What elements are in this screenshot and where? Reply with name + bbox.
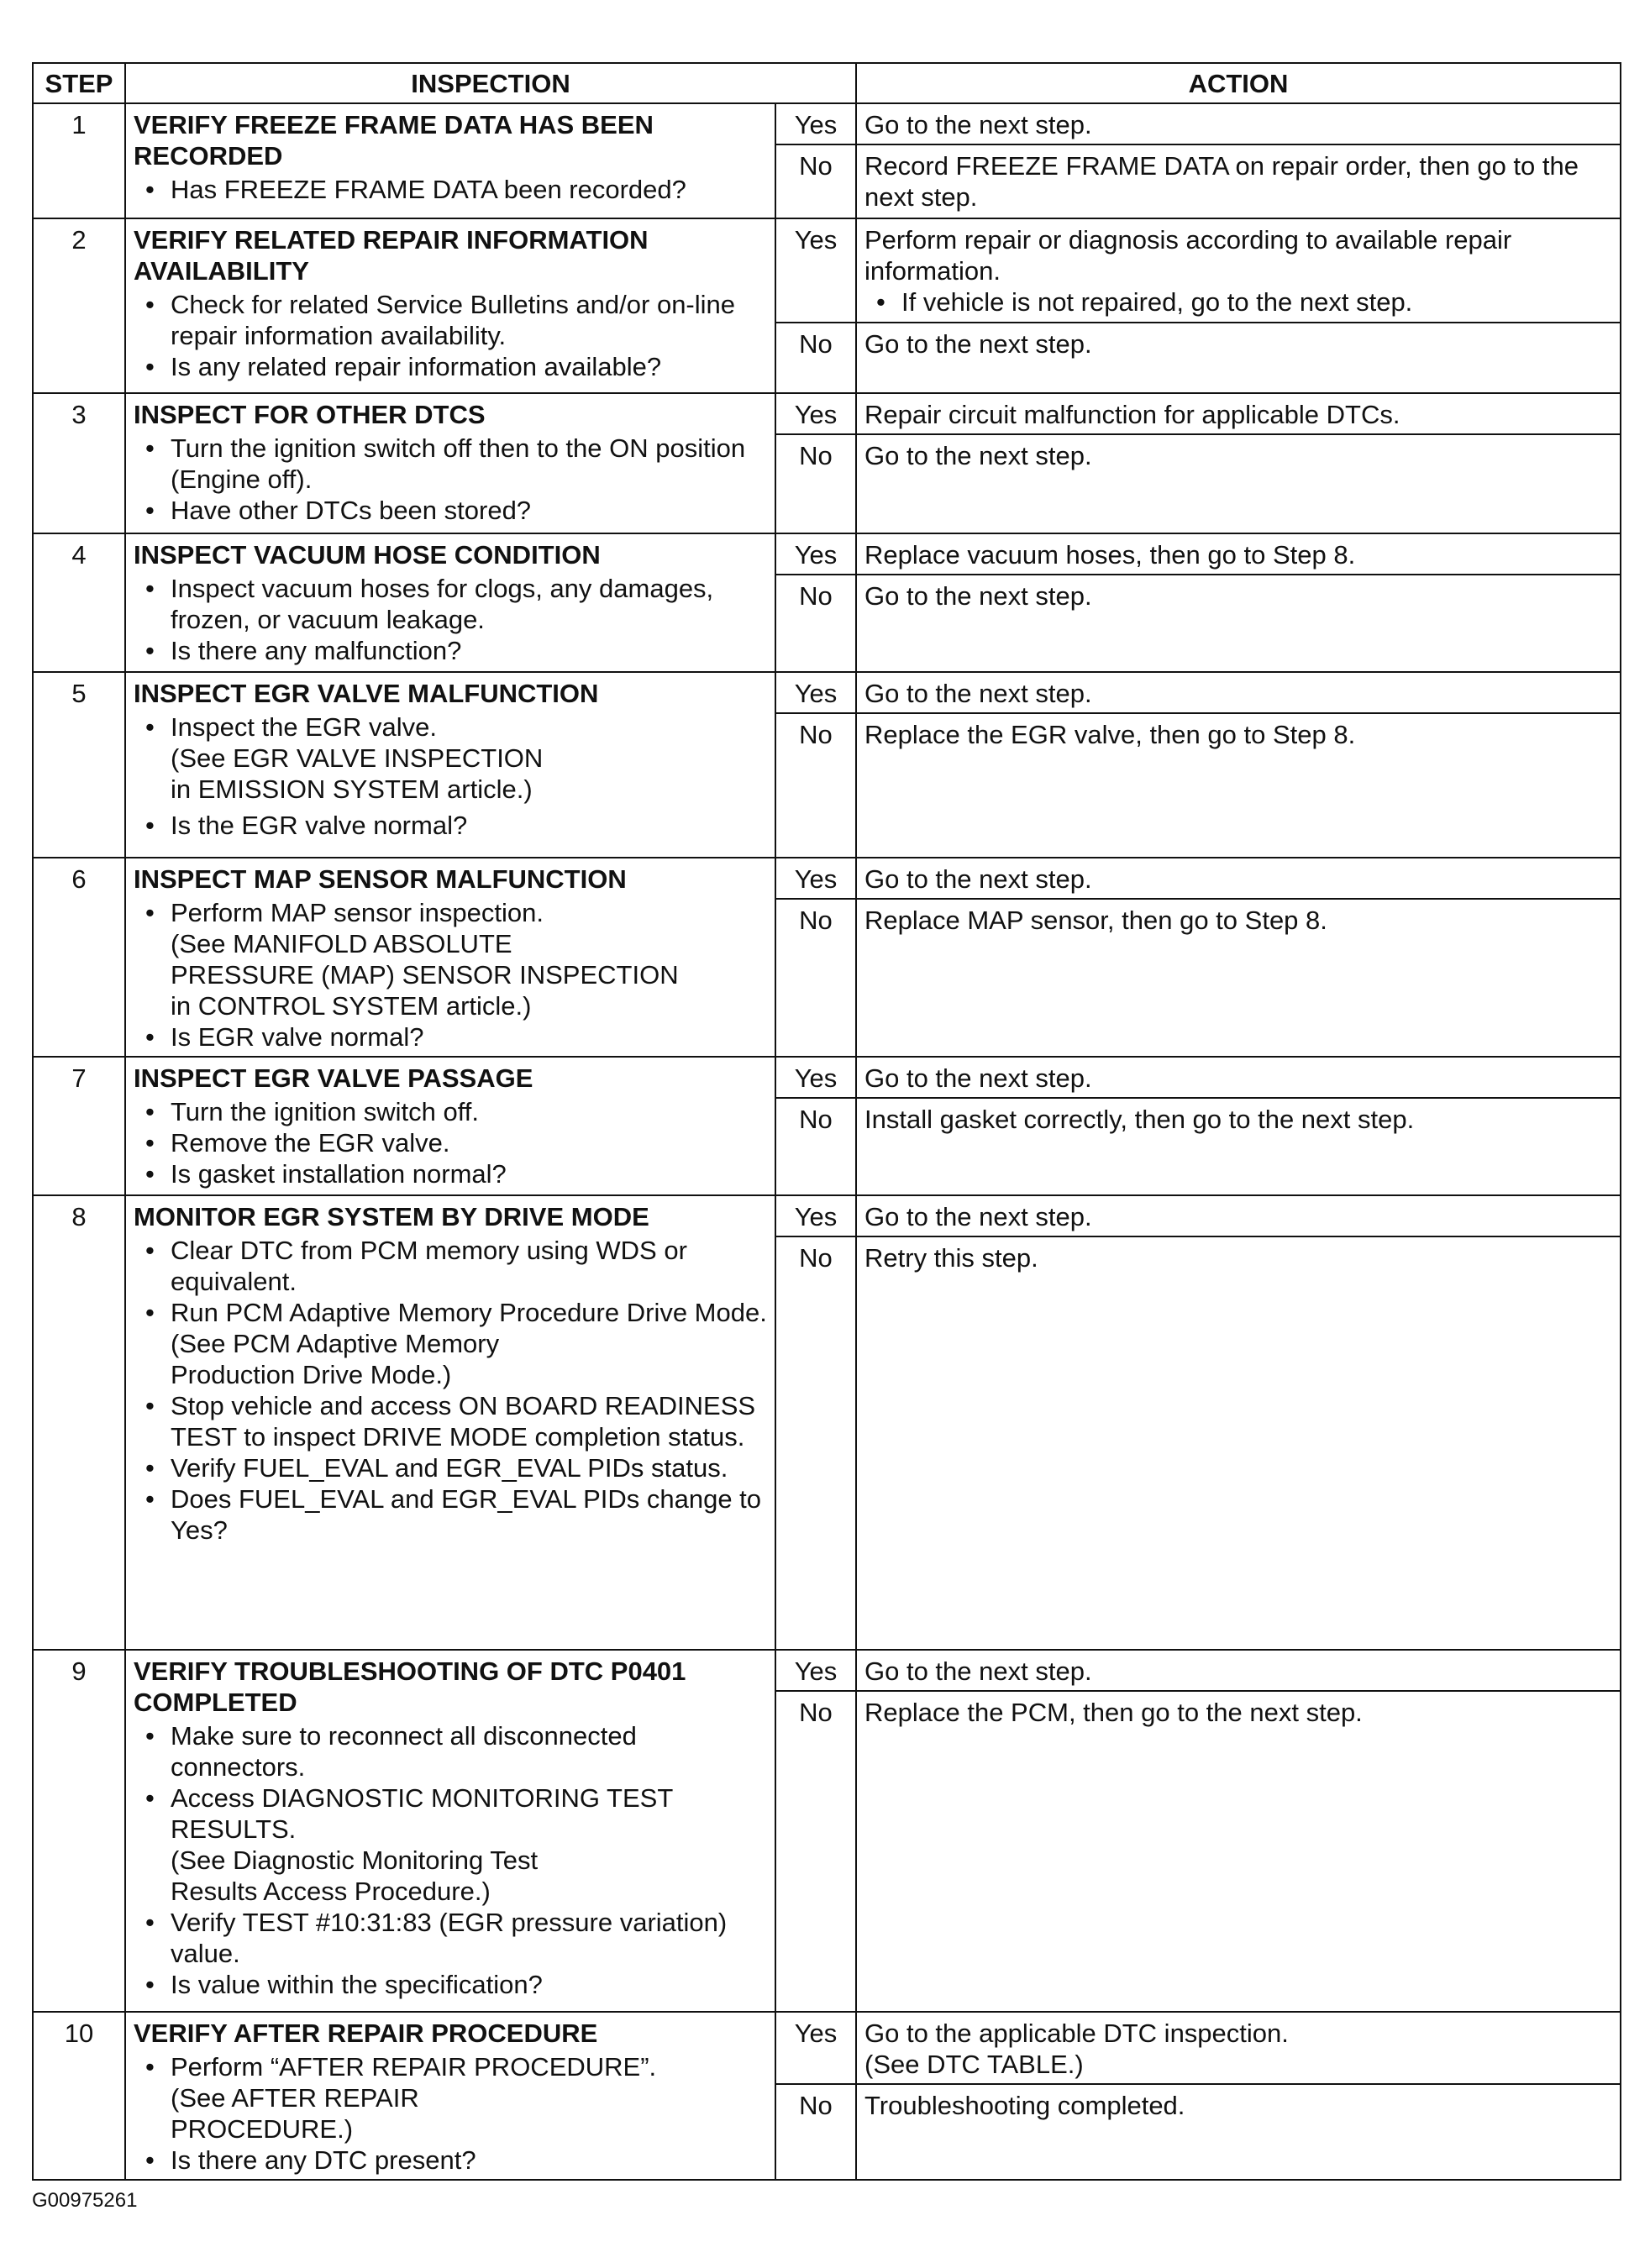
yes-action: Go to the applicable DTC inspection.	[864, 2019, 1289, 2048]
no-action: Go to the next step.	[856, 575, 1621, 672]
inspection-item-text: Perform “AFTER REPAIR PROCEDURE”.	[171, 2052, 657, 2082]
inspection-title: VERIFY AFTER REPAIR PROCEDURE	[134, 2019, 598, 2048]
yes-label: Yes	[775, 533, 856, 575]
inspection-item: • Is EGR valve normal?	[171, 1021, 767, 1053]
inspection-list	[134, 1235, 767, 1546]
inspection-item: • Inspect vacuum hoses for clogs, any damages, frozen, or vacuum leakage.	[171, 573, 767, 635]
inspection-cell	[125, 2012, 775, 2180]
inspection-list	[134, 573, 767, 666]
no-label: No	[775, 323, 856, 393]
yes-action: Perform repair or diagnosis according to available repair information.	[864, 225, 1512, 286]
inspection-item: • Check for related Service Bulletins and/or on-line repair information availability.	[171, 289, 767, 351]
inspection-title: INSPECT EGR VALVE MALFUNCTION	[134, 679, 599, 708]
header-step: STEP	[33, 63, 125, 103]
inspection-note: (See AFTER REPAIR	[171, 2083, 419, 2113]
step-row-7	[33, 1057, 1621, 1098]
inspection-cell	[125, 393, 775, 533]
no-action: Replace the PCM, then go to the next step.	[856, 1691, 1621, 2012]
step-number: 7	[33, 1057, 125, 1195]
yes-action: Repair circuit malfunction for applicable DTCs.	[856, 393, 1621, 434]
step-row-8	[33, 1195, 1621, 1236]
inspection-item: • Does FUEL_EVAL and EGR_EVAL PIDs change to Yes?	[171, 1483, 767, 1546]
inspection-item	[171, 897, 767, 1021]
yes-label: Yes	[775, 218, 856, 323]
step-number: 10	[33, 2012, 125, 2180]
yes-action: Go to the next step.	[856, 1650, 1621, 1691]
step-number: 4	[33, 533, 125, 672]
yes-label: Yes	[775, 1650, 856, 1691]
inspection-note: (See PCM Adaptive Memory	[171, 1329, 500, 1358]
no-action: Go to the next step.	[856, 323, 1621, 393]
inspection-list	[134, 711, 767, 841]
inspection-note: Production Drive Mode.)	[171, 1360, 452, 1389]
yes-action-item: • If vehicle is not repaired, go to the next step.	[901, 286, 1612, 318]
header-action: ACTION	[856, 63, 1621, 103]
no-label: No	[775, 575, 856, 672]
step-row-4	[33, 533, 1621, 575]
yes-action: Go to the next step.	[856, 1057, 1621, 1098]
step-row-10	[33, 2012, 1621, 2084]
inspection-item-text: Access DIAGNOSTIC MONITORING TEST RESULTS.	[171, 1783, 673, 1844]
inspection-item: • Stop vehicle and access ON BOARD READINESS TEST to inspect DRIVE MODE completion status.	[171, 1390, 767, 1452]
inspection-item-text: Inspect the EGR valve.	[171, 712, 438, 742]
inspection-note: PROCEDURE.)	[171, 2114, 354, 2144]
inspection-cell	[125, 1650, 775, 2012]
step-row-6	[33, 858, 1621, 899]
inspection-item	[171, 2051, 767, 2145]
inspection-item: • Has FREEZE FRAME DATA been recorded?	[171, 174, 767, 205]
inspection-title: MONITOR EGR SYSTEM BY DRIVE MODE	[134, 1202, 649, 1231]
inspection-cell	[125, 103, 775, 218]
step-row-1	[33, 103, 1621, 144]
yes-action: Go to the next step.	[856, 103, 1621, 144]
inspection-item: • Is there any malfunction?	[171, 635, 767, 666]
inspection-cell	[125, 858, 775, 1057]
header-inspection: INSPECTION	[125, 63, 856, 103]
yes-action-list	[864, 286, 1612, 318]
no-action: Retry this step.	[856, 1236, 1621, 1650]
inspection-item	[171, 1782, 767, 1907]
inspection-list	[134, 2051, 767, 2176]
step-number: 9	[33, 1650, 125, 2012]
no-action: Install gasket correctly, then go to the next step.	[856, 1098, 1621, 1195]
inspection-list	[134, 433, 767, 526]
step-number: 2	[33, 218, 125, 393]
no-label: No	[775, 1098, 856, 1195]
inspection-list	[134, 174, 767, 205]
yes-action-note: (See DTC TABLE.)	[864, 2050, 1084, 2079]
yes-label: Yes	[775, 2012, 856, 2084]
no-label: No	[775, 2084, 856, 2180]
inspection-item: • Is the EGR valve normal?	[171, 810, 767, 841]
inspection-item: • Turn the ignition switch off.	[171, 1096, 767, 1127]
inspection-note: (See MANIFOLD ABSOLUTE	[171, 929, 512, 958]
yes-action-cell	[856, 218, 1621, 323]
step-number: 3	[33, 393, 125, 533]
inspection-note: PRESSURE (MAP) SENSOR INSPECTION	[171, 960, 679, 990]
yes-label: Yes	[775, 103, 856, 144]
inspection-note: (See EGR VALVE INSPECTION	[171, 743, 544, 773]
step-row-2	[33, 218, 1621, 323]
inspection-item: • Turn the ignition switch off then to the ON position (Engine off).	[171, 433, 767, 495]
inspection-item: • Have other DTCs been stored?	[171, 495, 767, 526]
no-label: No	[775, 713, 856, 858]
yes-label: Yes	[775, 1057, 856, 1098]
step-number: 5	[33, 672, 125, 858]
inspection-cell	[125, 672, 775, 858]
inspection-item: • Verify TEST #10:31:83 (EGR pressure variation) value.	[171, 1907, 767, 1969]
inspection-note: in CONTROL SYSTEM article.)	[171, 991, 532, 1021]
step-row-3	[33, 393, 1621, 434]
inspection-item: • Make sure to reconnect all disconnected connectors.	[171, 1720, 767, 1782]
inspection-cell	[125, 1195, 775, 1650]
inspection-title: INSPECT EGR VALVE PASSAGE	[134, 1063, 533, 1093]
no-label: No	[775, 899, 856, 1057]
step-number: 6	[33, 858, 125, 1057]
yes-label: Yes	[775, 672, 856, 713]
inspection-list	[134, 1720, 767, 2000]
inspection-list	[134, 1096, 767, 1189]
yes-action-cell	[856, 2012, 1621, 2084]
inspection-item-text: Perform MAP sensor inspection.	[171, 898, 544, 927]
yes-action: Go to the next step.	[856, 672, 1621, 713]
yes-label: Yes	[775, 858, 856, 899]
inspection-item	[171, 1297, 767, 1390]
yes-action: Go to the next step.	[856, 1195, 1621, 1236]
inspection-item: • Clear DTC from PCM memory using WDS or equivalent.	[171, 1235, 767, 1297]
diagnostic-table	[32, 62, 1621, 2181]
inspection-cell	[125, 218, 775, 393]
inspection-note: Results Access Procedure.)	[171, 1877, 491, 1906]
no-label: No	[775, 1691, 856, 2012]
inspection-item: • Is there any DTC present?	[171, 2145, 767, 2176]
inspection-title: VERIFY FREEZE FRAME DATA HAS BEEN RECORDED	[134, 110, 654, 171]
inspection-title: INSPECT MAP SENSOR MALFUNCTION	[134, 864, 627, 894]
inspection-title: INSPECT FOR OTHER DTCS	[134, 400, 486, 429]
inspection-list	[134, 289, 767, 382]
step-number: 1	[33, 103, 125, 218]
inspection-note: (See Diagnostic Monitoring Test	[171, 1845, 539, 1875]
inspection-item: • Remove the EGR valve.	[171, 1127, 767, 1158]
no-label: No	[775, 1236, 856, 1650]
no-action: Replace the EGR valve, then go to Step 8.	[856, 713, 1621, 858]
inspection-title: VERIFY RELATED REPAIR INFORMATION AVAILABILITY	[134, 225, 649, 286]
no-action: Replace MAP sensor, then go to Step 8.	[856, 899, 1621, 1057]
step-number: 8	[33, 1195, 125, 1650]
no-action: Troubleshooting completed.	[856, 2084, 1621, 2180]
inspection-list	[134, 897, 767, 1053]
yes-action: Go to the next step.	[856, 858, 1621, 899]
inspection-item: • Is gasket installation normal?	[171, 1158, 767, 1189]
step-row-5	[33, 672, 1621, 713]
inspection-item-text: Run PCM Adaptive Memory Procedure Drive Mode.	[171, 1298, 767, 1327]
inspection-note: in EMISSION SYSTEM article.)	[171, 774, 533, 804]
no-action: Go to the next step.	[856, 434, 1621, 533]
inspection-item: • Verify FUEL_EVAL and EGR_EVAL PIDs status.	[171, 1452, 767, 1483]
inspection-title: VERIFY TROUBLESHOOTING OF DTC P0401 COMPLETED	[134, 1656, 686, 1717]
no-action: Record FREEZE FRAME DATA on repair order, then go to the next step.	[856, 144, 1621, 218]
no-label: No	[775, 144, 856, 218]
yes-action: Replace vacuum hoses, then go to Step 8.	[856, 533, 1621, 575]
yes-label: Yes	[775, 1195, 856, 1236]
inspection-cell	[125, 1057, 775, 1195]
inspection-cell	[125, 533, 775, 672]
yes-label: Yes	[775, 393, 856, 434]
inspection-item	[171, 711, 767, 805]
inspection-item: • Is any related repair information available?	[171, 351, 767, 382]
inspection-title: INSPECT VACUUM HOSE CONDITION	[134, 540, 601, 570]
inspection-item: • Is value within the specification?	[171, 1969, 767, 2000]
header-row	[33, 63, 1621, 103]
figure-code: G00975261	[32, 2189, 138, 2212]
step-row-9	[33, 1650, 1621, 1691]
no-label: No	[775, 434, 856, 533]
